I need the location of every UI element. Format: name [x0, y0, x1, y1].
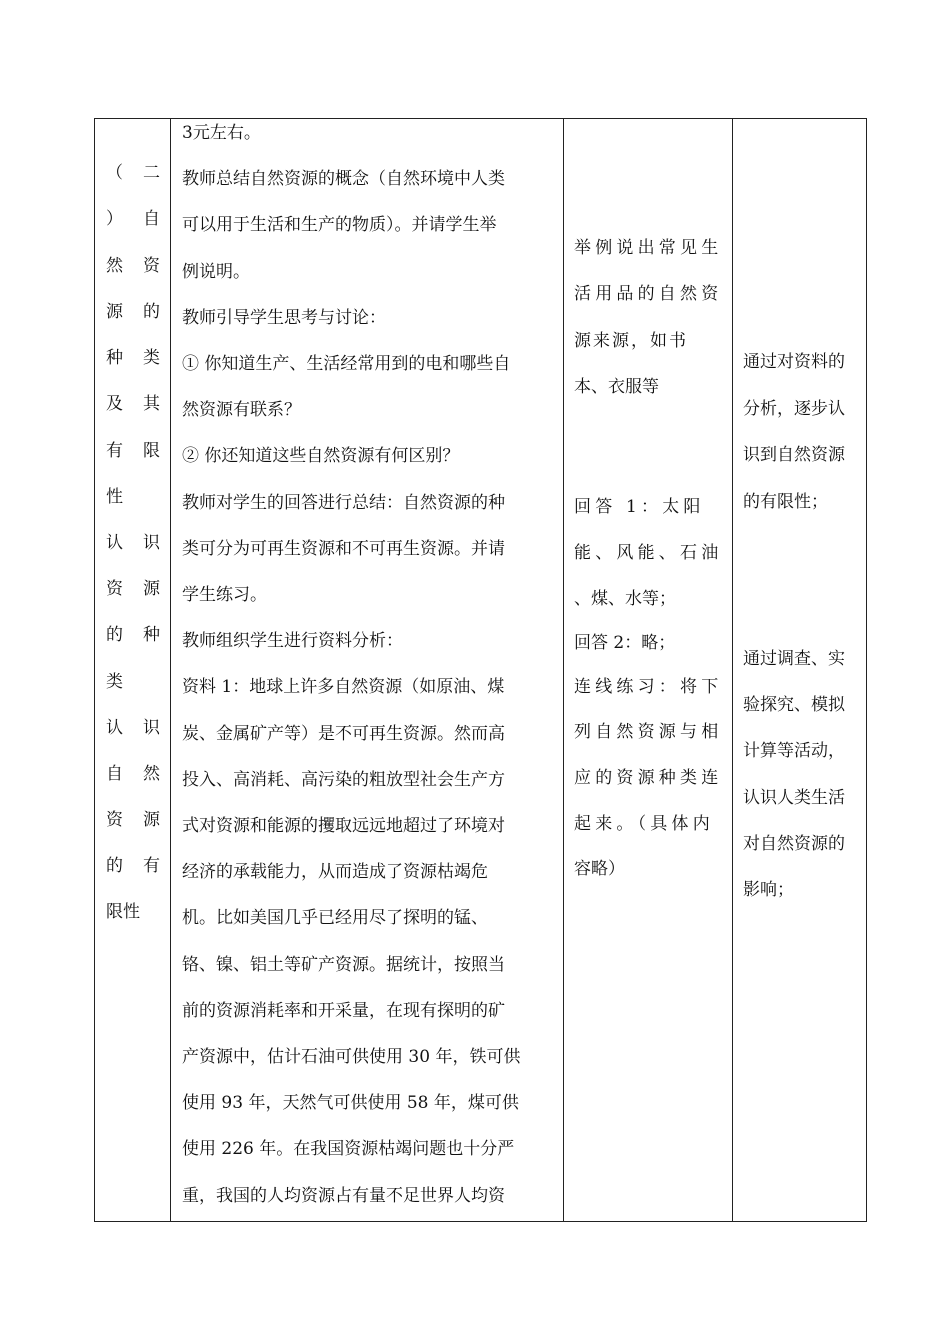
section-heading-char: 认: [106, 718, 123, 738]
student-activity-line: 本、衣服等: [574, 377, 659, 397]
teacher-activity-line: 铬、镍、铝土等矿产资源。据统计，按照当: [182, 954, 505, 975]
column-divider: [563, 119, 564, 1221]
section-heading-char: 识: [143, 533, 160, 553]
student-activity-line: 容略）: [574, 859, 625, 879]
teacher-activity-line: 使用 226 年。在我国资源枯竭问题也十分严: [182, 1139, 515, 1160]
design-intent-line: 验探究、模拟: [743, 695, 845, 715]
design-intent-line: 计算等活动，: [743, 741, 845, 761]
teacher-activity-line: 教师对学生的回答进行总结：自然资源的种: [182, 492, 505, 513]
design-intent-line: 通过对资料的: [743, 352, 845, 372]
section-heading-line: [106, 394, 160, 414]
section-heading-char: 资: [106, 810, 123, 830]
section-heading-char: 的: [106, 625, 123, 645]
student-activity-line: 、煤、水等；: [574, 589, 676, 609]
section-heading-char: 其: [143, 394, 160, 414]
section-heading-char: 有: [143, 856, 160, 876]
design-intent-line: 认识人类生活: [743, 788, 845, 808]
teacher-activity-line: ① 你知道生产、生活经常用到的电和哪些自: [182, 354, 511, 374]
section-heading-char: 的: [143, 302, 160, 322]
section-heading-char: 种: [106, 348, 123, 368]
section-heading-line: [106, 810, 160, 830]
section-heading-line: [106, 302, 160, 322]
section-heading-line: [106, 256, 160, 276]
design-intent-line: 对自然资源的: [743, 834, 845, 854]
section-heading-char: 性: [106, 487, 123, 507]
teacher-activity-line: 机。比如美国几乎已经用尽了探明的锰、: [182, 908, 488, 929]
section-heading-line: [106, 856, 160, 876]
section-heading-line: [106, 533, 160, 553]
section-heading-char: 然: [143, 764, 160, 784]
section-heading-char: ）: [106, 209, 123, 229]
student-activity-line: 连线练习：将下: [574, 677, 723, 697]
teacher-activity-line: 炭、金属矿产等）是不可再生资源。然而高: [182, 723, 505, 744]
section-heading-line: [106, 718, 160, 738]
section-heading-char: 然: [106, 256, 123, 276]
section-heading-char: 有: [106, 441, 123, 461]
teacher-activity-line: 可以用于生活和生产的物质）。并请学生举: [182, 215, 497, 236]
student-activity-line: 源来源，如书: [574, 331, 688, 351]
design-intent-line: 的有限性；: [743, 492, 828, 512]
section-heading-char: 源: [143, 810, 160, 830]
section-heading-line: [106, 672, 160, 692]
section-heading-line: [106, 625, 160, 645]
teacher-activity-line: 重，我国的人均资源占有量不足世界人均资: [182, 1185, 505, 1206]
teacher-activity-line: 教师引导学生思考与讨论：: [182, 307, 386, 328]
teacher-activity-line: 式对资源和能源的攫取远远地超过了环境对: [182, 816, 505, 836]
design-intent-line: 通过调查、实: [743, 649, 845, 669]
section-heading-char: 自: [143, 209, 160, 229]
section-heading-char: 源: [143, 579, 160, 599]
teacher-activity-line: 例说明。: [182, 261, 250, 282]
teacher-activity-line: 使用 93 年，天然气可供使用 58 年，煤可供: [182, 1093, 519, 1114]
section-heading-char: （: [106, 163, 123, 183]
teacher-activity-line: 投入、高消耗、高污染的粗放型社会生产方: [182, 769, 505, 790]
student-activity-line: 应的资源种类连: [574, 768, 723, 788]
student-activity-line: 能、风能、石油: [574, 543, 723, 563]
section-heading-char: 识: [143, 718, 160, 738]
lesson-plan-table: [94, 118, 867, 1222]
design-intent-line: 识到自然资源: [743, 445, 845, 465]
student-activity-line: 回答 2：略；: [574, 633, 676, 653]
section-heading-char: 的: [106, 856, 123, 876]
design-intent-line: 分析，逐步认: [743, 399, 845, 419]
section-heading-char: 二: [143, 163, 160, 183]
section-heading-char: 类: [143, 348, 160, 368]
teacher-activity-line: 产资源中，估计石油可供使用 30 年，铁可供: [182, 1047, 521, 1067]
teacher-activity-line: 3元左右。: [182, 123, 261, 143]
section-heading-char: 认: [106, 533, 123, 553]
section-heading-line: [106, 579, 160, 599]
teacher-activity-line: 教师总结自然资源的概念（自然环境中人类: [182, 169, 505, 190]
column-divider: [170, 119, 171, 1221]
section-heading-char: 类: [106, 672, 123, 692]
section-heading-char: 限: [143, 441, 160, 461]
section-heading-char: 资: [106, 579, 123, 599]
student-activity-line: 起来。（具体内: [574, 814, 714, 834]
section-heading-line: [106, 902, 160, 922]
section-heading-line: [106, 487, 160, 507]
section-heading-line: [106, 441, 160, 461]
student-activity-line: 回答 1：太阳: [574, 497, 705, 517]
teacher-activity-line: 学生练习。: [182, 585, 267, 605]
section-heading-char: 资: [143, 256, 160, 276]
section-heading-char: 及: [106, 394, 123, 414]
student-activity-line: 列自然资源与相: [574, 722, 723, 742]
section-heading-line: [106, 764, 160, 784]
column-divider: [732, 119, 733, 1221]
teacher-activity-line: 经济的承载能力，从而造成了资源枯竭危: [182, 862, 488, 883]
section-heading-line: [106, 209, 160, 229]
design-intent-line: 影响；: [743, 880, 794, 900]
section-heading-char: 源: [106, 302, 123, 322]
teacher-activity-line: 资料 1：地球上许多自然资源（如原油、煤: [182, 677, 505, 698]
teacher-activity-line: 类可分为可再生资源和不可再生资源。并请: [182, 538, 505, 559]
section-heading-char: 限性: [106, 902, 140, 922]
section-heading-line: [106, 348, 160, 368]
teacher-activity-line: 前的资源消耗率和开采量，在现有探明的矿: [182, 1000, 505, 1021]
teacher-activity-line: ② 你还知道这些自然资源有何区别？: [182, 446, 460, 467]
teacher-activity-line: 然资源有联系？: [182, 400, 301, 421]
section-heading-char: 种: [143, 625, 160, 645]
section-heading-char: 自: [106, 764, 123, 784]
teacher-activity-line: 教师组织学生进行资料分析：: [182, 631, 403, 652]
student-activity-line: 活用品的自然资: [574, 284, 723, 304]
section-heading-line: [106, 163, 160, 183]
student-activity-line: 举例说出常见生: [574, 238, 723, 258]
